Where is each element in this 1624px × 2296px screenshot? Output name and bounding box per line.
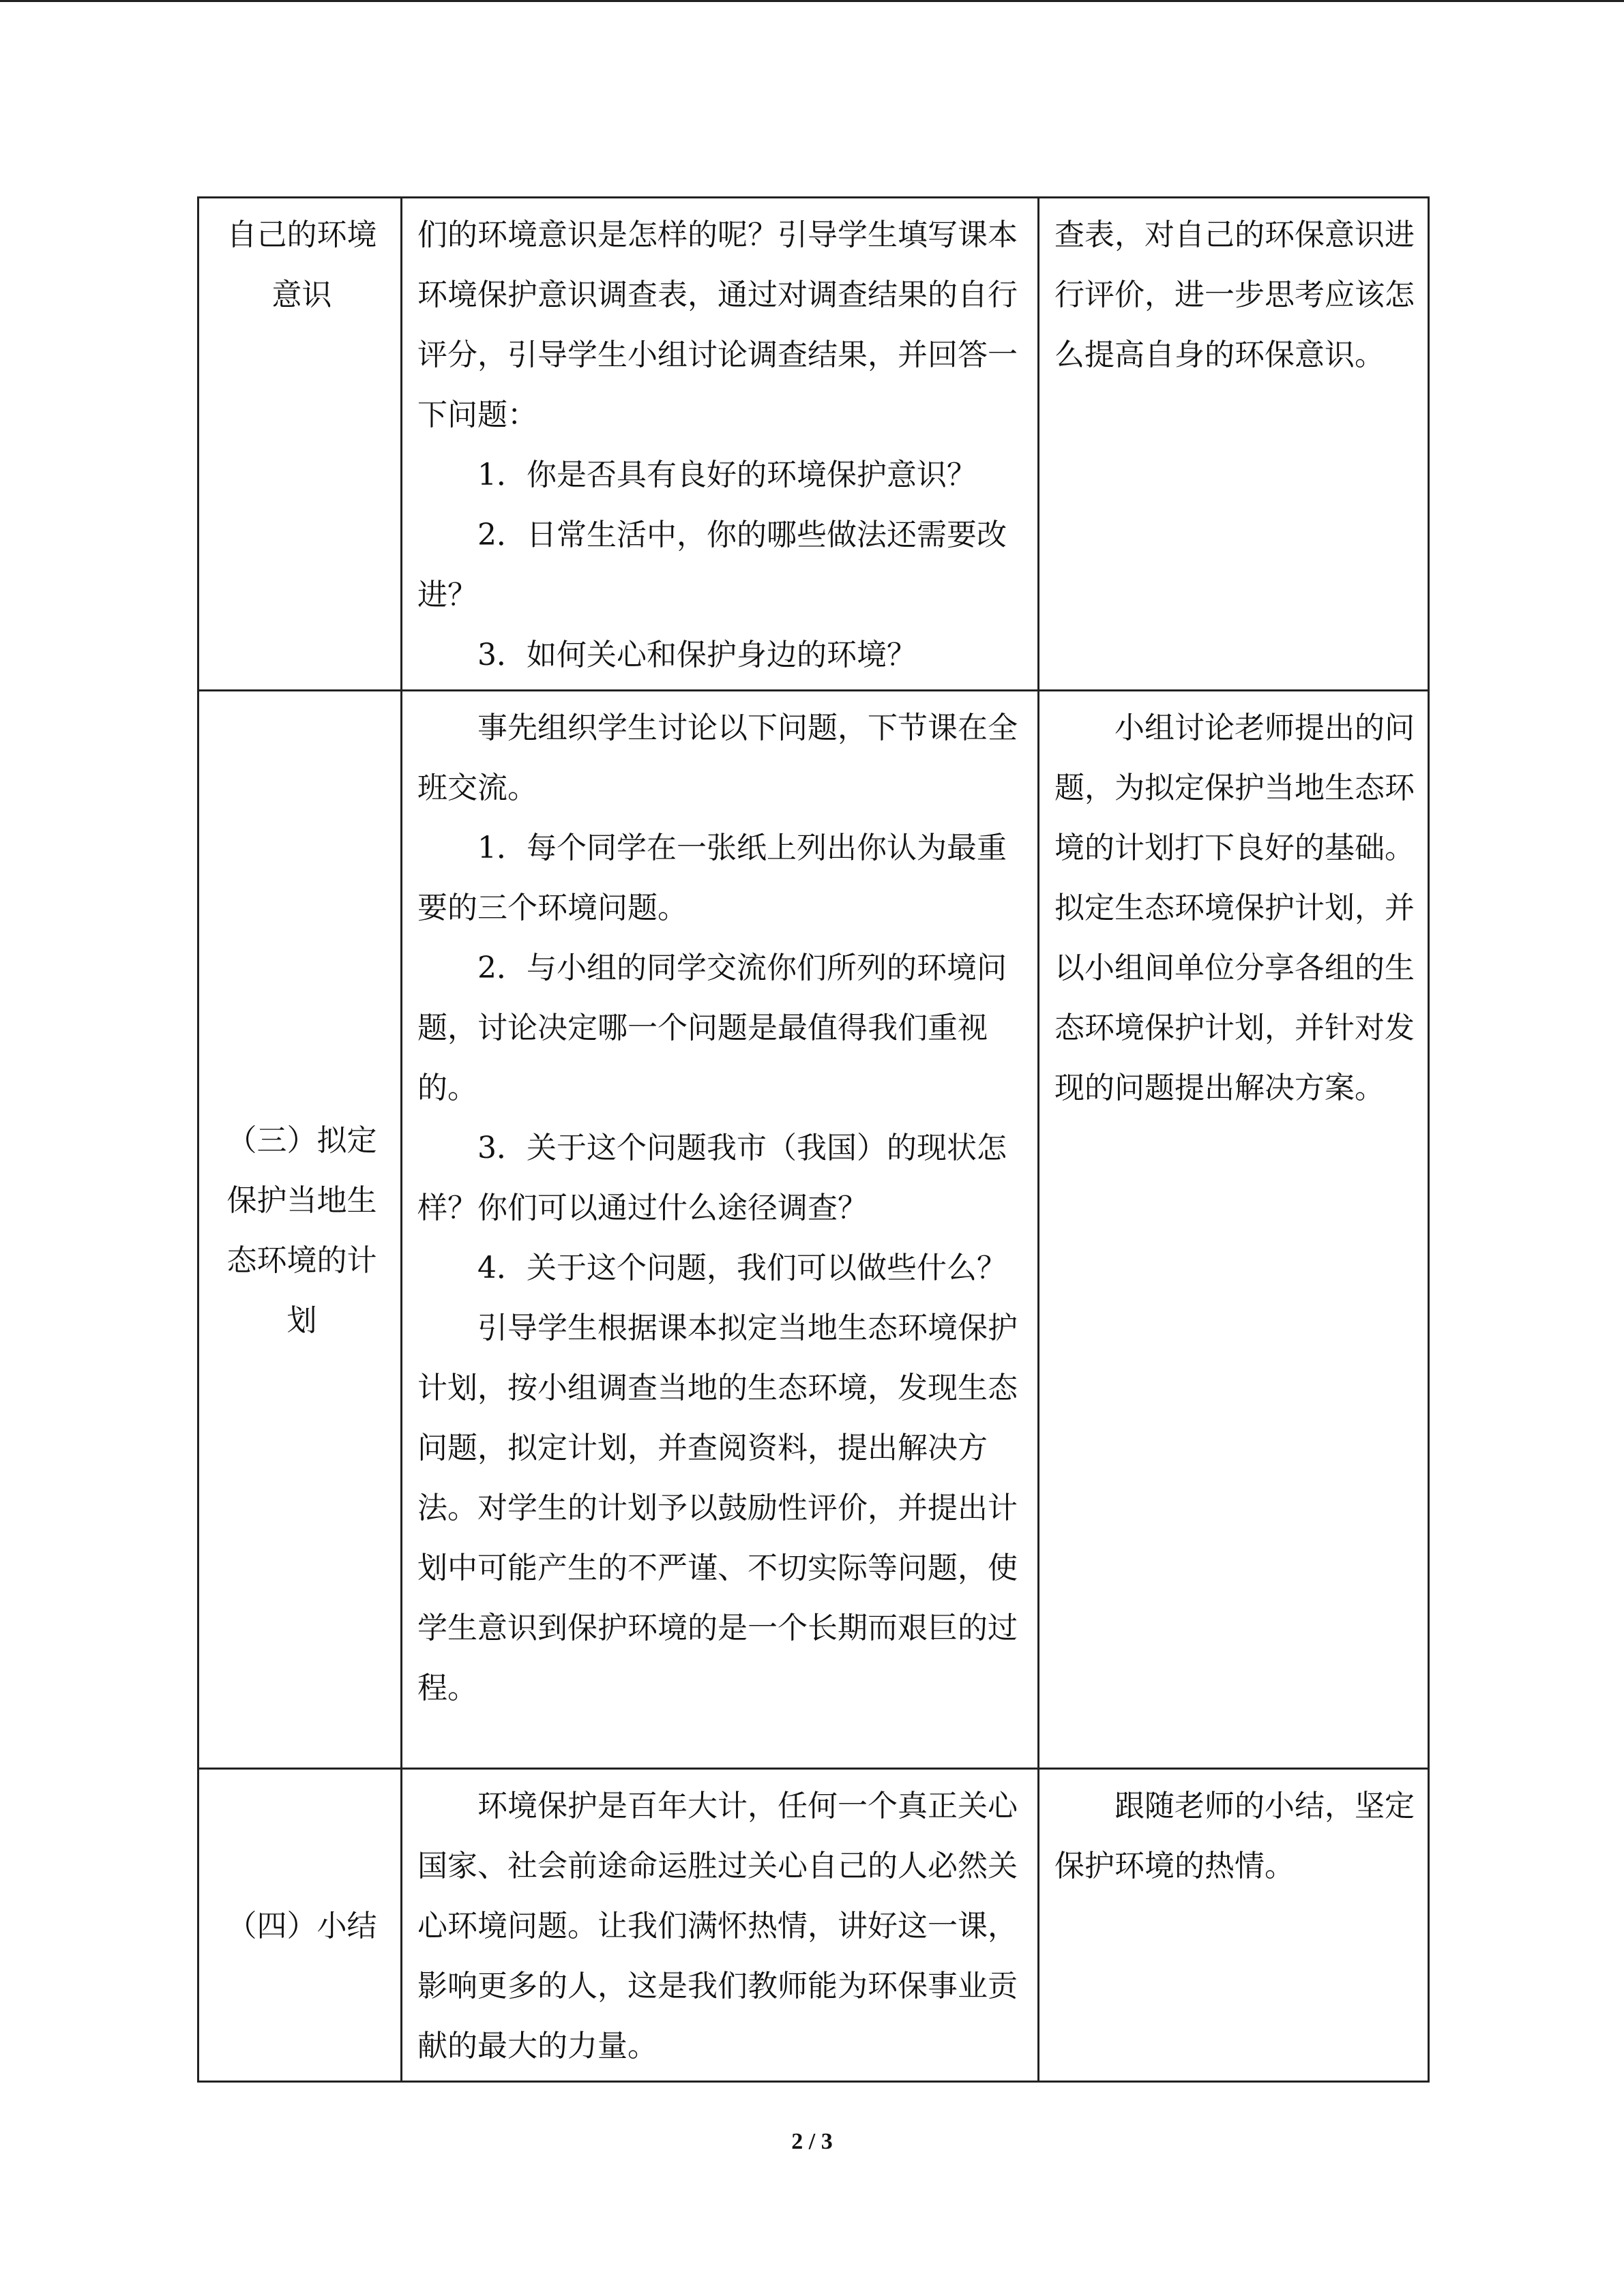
paragraph: 3．关于这个问题我市（我国）的现状怎样？你们可以通过什么途径调查？ <box>417 1131 1007 1225</box>
paragraph: 1．你是否具有良好的环境保护意识？ <box>477 458 977 492</box>
stage-label: 自己的环境 意识 <box>226 218 377 312</box>
table-row <box>198 1769 1429 2082</box>
student-activity-cell <box>1039 1769 1429 2082</box>
top-border-rule <box>0 0 1624 2</box>
paragraph: 事先组织学生讨论以下问题，下节课在全班交流。 <box>417 711 1018 805</box>
paragraph: 3．如何关心和保护身边的环境？ <box>477 638 917 672</box>
page-number: 2 / 3 <box>791 2129 833 2154</box>
paragraph: 4．关于这个问题，我们可以做些什么？ <box>477 1251 1007 1285</box>
paragraph: 2．与小组的同学交流你们所列的环境问题，讨论决定哪一个问题是最值得我们重视的。 <box>417 951 1007 1105</box>
stage-label: （四）小结 <box>226 1909 377 1943</box>
stage-cell <box>198 1769 402 2082</box>
paragraph: 跟随老师的小结，坚定保护环境的热情。 <box>1054 1789 1415 1883</box>
paragraph: 们的环境意识是怎样的呢？引导学生填写课本环境保护意识调查表，通过对调查结果的自行评分，引导学生小组讨论调查结果，并回答一下问题： <box>417 218 1018 432</box>
table-row <box>198 198 1429 691</box>
student-activity-cell <box>1039 691 1429 1769</box>
lesson-plan-table <box>197 196 1430 2083</box>
student-activity-cell <box>1039 198 1429 691</box>
stage-label: （三）拟定 保护当地生 态环境的计 划 <box>226 1123 377 1338</box>
teacher-activity-cell <box>402 1769 1039 2082</box>
stage-cell <box>198 198 402 691</box>
teacher-activity-cell <box>402 691 1039 1769</box>
paragraph: 查表，对自己的环保意识进行评价，进一步思考应该怎么提高自身的环保意识。 <box>1054 218 1415 372</box>
paragraph: 环境保护是百年大计，任何一个真正关心国家、社会前途命运胜过关心自己的人必然关心环境问题。让我们满怀热情，讲好这一课，影响更多的人，这是我们教师能为环保事业贡献的最大的力量。 <box>417 1789 1018 2063</box>
table-row <box>198 691 1429 1769</box>
paragraph: 1．每个同学在一张纸上列出你认为最重要的三个环境问题。 <box>417 831 1007 925</box>
paragraph: 小组讨论老师提出的问题，为拟定保护当地生态环境的计划打下良好的基础。拟定生态环境保护计划，并以小组间单位分享各组的生态环境保护计划，并针对发现的问题提出解决方案。 <box>1054 711 1415 1105</box>
stage-cell <box>198 691 402 1769</box>
paragraph: 引导学生根据课本拟定当地生态环境保护计划，按小组调查当地的生态环境，发现生态问题，拟定计划，并查阅资料，提出解决方法。对学生的计划予以鼓励性评价，并提出计划中可能产生的不严谨、不切实际等问题，使学生意识到保护环境的是一个长期而艰巨的过程。 <box>417 1311 1018 1705</box>
teacher-activity-cell <box>402 198 1039 691</box>
paragraph: 2．日常生活中，你的哪些做法还需要改进？ <box>417 518 1007 612</box>
